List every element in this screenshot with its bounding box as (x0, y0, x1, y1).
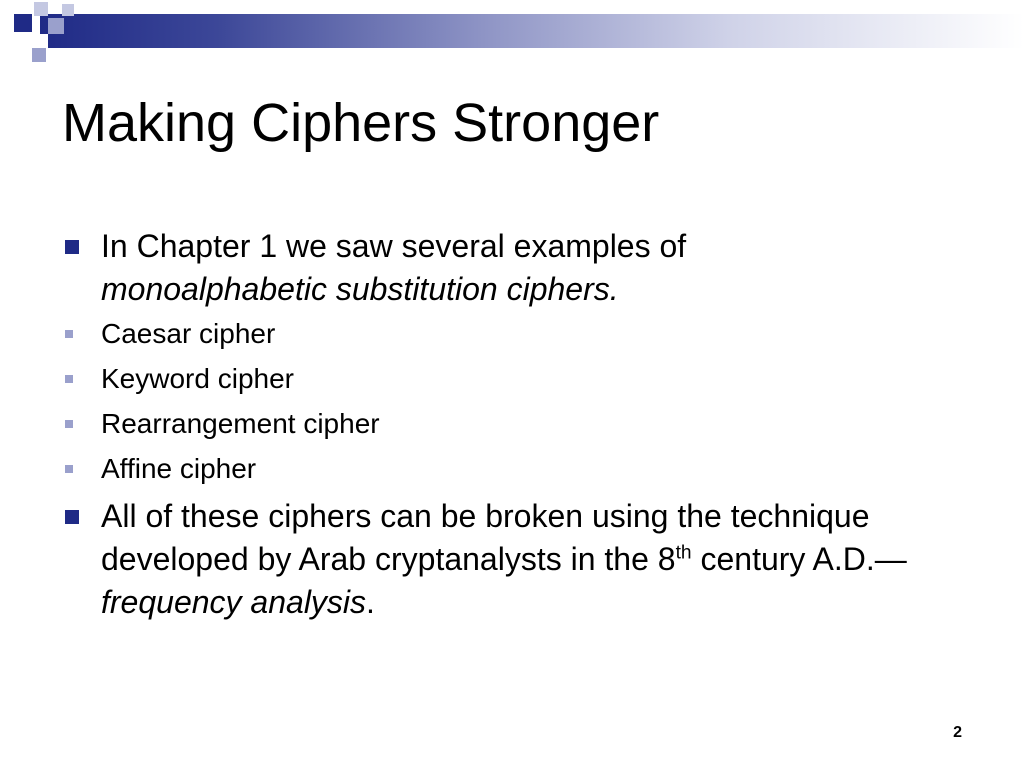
bullet-text-end: . (366, 584, 375, 620)
sub-bullet-item (62, 315, 962, 353)
sub-bullet-text: Keyword cipher (101, 363, 294, 394)
page-number: 2 (953, 724, 962, 741)
square-bullet-icon (65, 240, 79, 254)
sub-bullet-item (62, 405, 962, 443)
sub-bullet-text: Affine cipher (101, 453, 257, 484)
bullet-text: All of these ciphers can be broken using the technique developed by Arab cryptanalysts in the 8 (101, 498, 870, 577)
small-square-bullet-icon (65, 330, 73, 338)
bullet-item (62, 225, 962, 311)
bullet-list (62, 225, 962, 628)
sub-bullet-text: Rearrangement cipher (101, 408, 380, 439)
small-square-bullet-icon (65, 375, 73, 383)
decor-square (34, 2, 48, 16)
decor-square (48, 18, 64, 34)
bullet-text-continued: century A.D.— (691, 541, 907, 577)
decor-square (62, 4, 74, 16)
sub-bullet-item (62, 450, 962, 488)
small-square-bullet-icon (65, 465, 73, 473)
square-bullet-icon (65, 510, 79, 524)
bullet-emphasis: frequency analysis (101, 584, 367, 620)
decor-square (14, 14, 32, 32)
decor-square (34, 34, 48, 48)
decor-square (32, 48, 46, 62)
bullet-text: In Chapter 1 we saw several examples of (101, 228, 687, 264)
bullet-emphasis: monoalphabetic substitution ciphers. (101, 271, 619, 307)
sub-bullet-item (62, 360, 962, 398)
header-gradient-bar (40, 14, 1024, 48)
small-square-bullet-icon (65, 420, 73, 428)
sub-bullet-text: Caesar cipher (101, 318, 276, 349)
slide-title: Making Ciphers Stronger (62, 93, 660, 153)
bullet-item (62, 495, 962, 624)
superscript: th (675, 542, 692, 564)
